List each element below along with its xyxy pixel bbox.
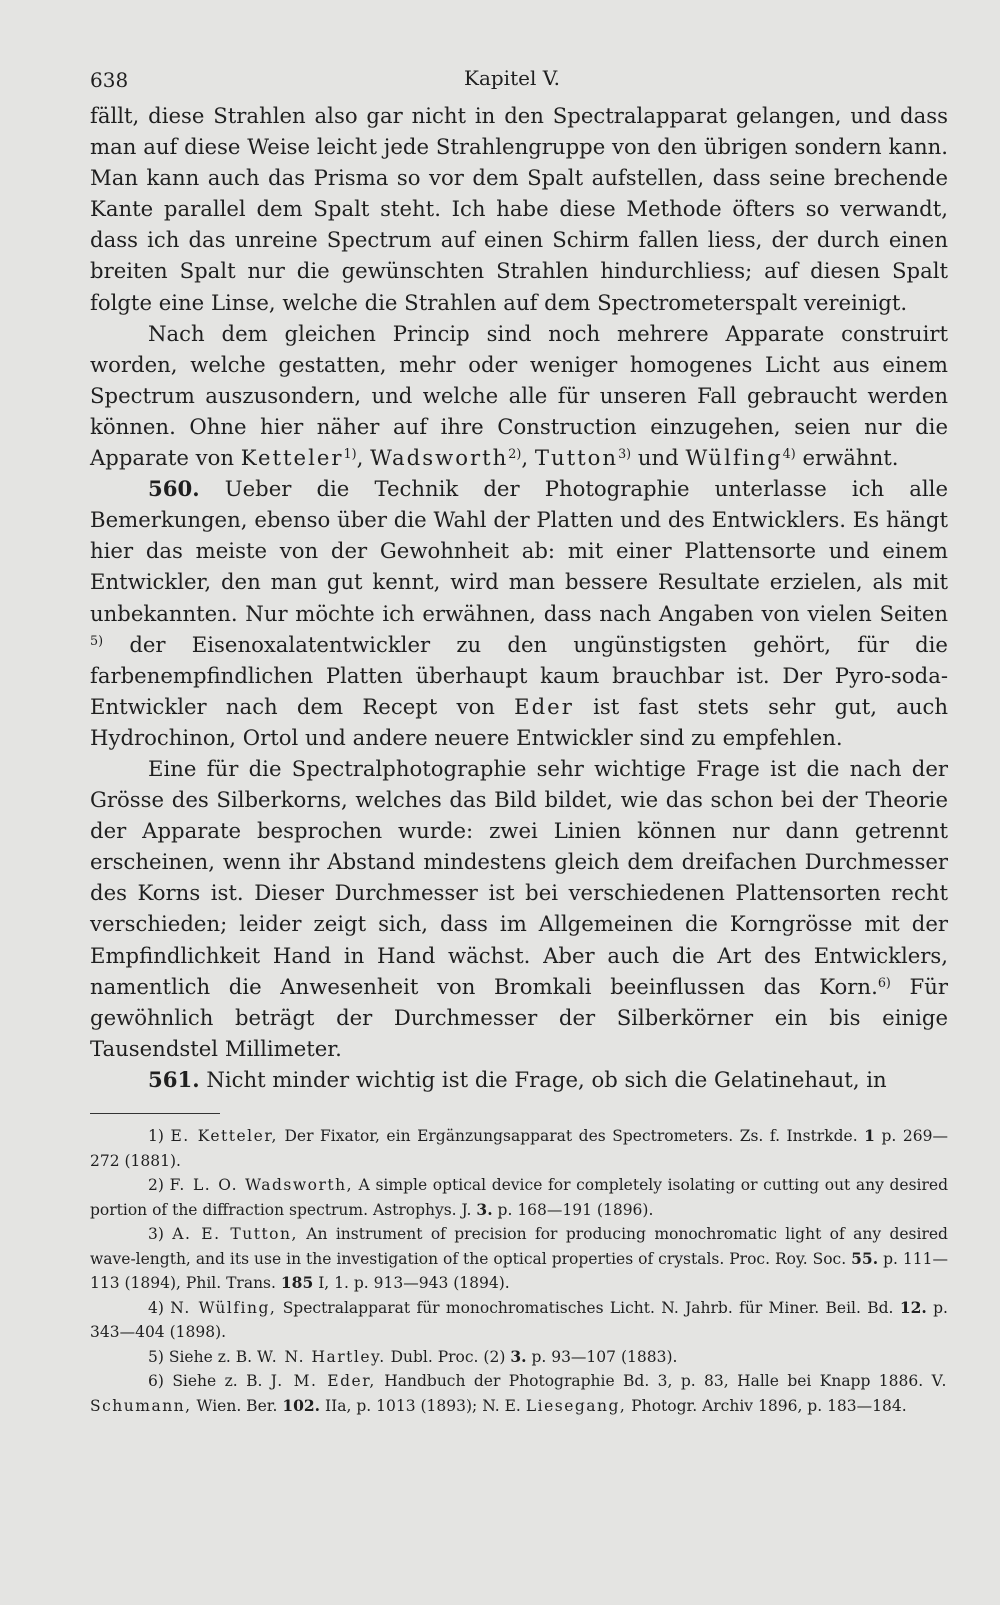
paragraph-3: 560. Ueber die Technik der Photographie unterlasse ich alle Bemerkungen, ebenso über die Wahl der Platten und des Entwicklers. Es hängt hier das meiste von der Gewohnheit ab: mit einer Plattensorte und einem Entwickler, den man gut kennt, wird man bessere Resultate erzielen, als mit unbekannten. Nur möchte ich erwähnen, dass nach Angaben von vielen Seiten $^{5)}$ der Eisenoxalatentwickler zu den ungünstigsten gehört, für die farbenempfindlichen Platten überhaupt kaum brauchbar ist. Der Pyro-soda-Entwickler nach dem Recept von Eder ist fast stets sehr gut, auch Hydrochinon, Ortol und andere neuere Entwickler sind zu empfehlen. — [90, 476, 948, 750]
section-number: 560. — [148, 476, 200, 502]
footnote-3: 3) A. E. Tutton, An instrument of precision for producing monochromatic light of any desired wave-length, and its use in the investigation of the optical properties of crystals. Proc. Roy. Soc. 55. p. 111—113 (1894), Phil. Trans. 185 I, 1. p. 913—943 (1894). — [90, 1225, 948, 1292]
footnote-5: 5) Siehe z. B. W. N. Hartley. Dubl. Proc. (2) 3. p. 93—107 (1883). — [148, 1346, 678, 1366]
footnote-ref: 2) — [508, 446, 522, 462]
footnote-ref: 3) — [618, 446, 632, 462]
paragraph-2: Nach dem gleichen Princip sind noch mehrere Apparate construirt worden, welche gestatten, mehr oder weniger homogenes Licht aus einem Spectrum auszusondern, und welche alle für unseren Fall gebraucht werden können. Ohne hier näher auf ihre Construction einzugehen, seien nur die Apparate von Ketteler$^{1)}$, Wadsworth$^{2)}$, Tutton$^{3)}$ und Wülfing$^{4)}$ erwähnt. — [90, 320, 948, 471]
running-head: Kapitel V. — [464, 66, 560, 90]
paragraph-4: Eine für die Spectralphotographie sehr wichtige Frage ist die nach der Grösse des Silberkorns, welches das Bild bildet, wie das schon bei der Theorie der Apparate besprochen wurde: zwei Linien können nur dann getrennt erscheinen, wenn ihr Abstand mindestens gleich dem dreifachen Durchmesser des Korns ist. Dieser Durchmesser ist bei verschiedenen Plattensorten recht verschieden; leider zeigt sich, dass im Allgemeinen die Korngrösse mit der Empfindlichkeit Hand in Hand wächst. Aber auch die Art des Entwicklers, namentlich die Anwesenheit von Bromkali beeinflussen das Korn.$^{6)}$ Für gewöhnlich beträgt der Durchmesser der Silberkörner ein bis einige Tausendstel Millimeter. — [90, 755, 948, 1061]
footnote-ref: 4) — [782, 446, 796, 462]
paragraph-1: fällt, diese Strahlen also gar nicht in den Spectralapparat gelangen, und dass man auf diese Weise leicht jede Strahlengruppe von den übrigen sondern kann. Man kann auch das Prisma so vor dem Spalt aufstellen, dass seine brechende Kante parallel dem Spalt steht. Ich habe diese Methode öfters so verwandt, dass ich das unreine Spectrum auf einen Schirm fallen liess, der durch einen breiten Spalt nur die gewünschten Strahlen hindurchliess; auf diesen Spalt folgte eine Linse, welche die Strahlen auf dem Spectrometerspalt vereinigt. — [90, 103, 948, 315]
author-name: Tutton — [534, 445, 619, 471]
footnote-ref: 1) — [343, 446, 357, 462]
footnote-ref: 5) — [90, 632, 104, 648]
body-text — [90, 100, 948, 1095]
page-header — [90, 62, 948, 100]
author-name: Wülfing — [685, 445, 783, 471]
paragraph-2-text: Nach dem gleichen Princip sind noch mehrere Apparate construirt worden, welche gestatten, mehr oder weniger homogenes Licht aus einem Spectrum auszusondern, und welche alle für unseren Fall gebraucht werden können. Ohne hier näher auf ihre Construction einzugehen, seien nur die Apparate von — [90, 320, 948, 471]
footnote-6: 6) Siehe z. B. J. M. Eder, Handbuch der Photographie Bd. 3, p. 83, Halle bei Knapp 1886. V. Schumann, Wien. Ber. 102. IIa, p. 1013 (1893); N. E. Liesegang, Photogr. Archiv 1896, p. 183—184. — [90, 1372, 948, 1415]
footnote-1: 1) E. Ketteler, Der Fixator, ein Ergänzungsapparat des Spectrometers. Zs. f. Instrkde. 1 p. 269—272 (1881). — [90, 1126, 948, 1170]
author-name: Eder — [514, 693, 574, 719]
section-number: 561. — [148, 1066, 200, 1092]
author-name: Wadsworth — [370, 445, 509, 471]
paragraph-5: 561. Nicht minder wichtig ist die Frage, ob sich die Gelatinehaut, in — [148, 1066, 887, 1092]
page-number: 638 — [90, 68, 129, 92]
footnote-ref: 6) — [877, 974, 891, 990]
footnotes — [90, 1124, 948, 1418]
footnote-2: 2) F. L. O. Wadsworth, A simple optical device for completely isolating or cutting out any desired portion of the diffraction spectrum. Astrophys. J. 3. p. 168—191 (1896). — [90, 1176, 949, 1219]
author-name: Ketteler — [240, 445, 344, 471]
footnote-divider — [90, 1113, 220, 1114]
footnote-4: 4) N. Wülfing, Spectralapparat für monochromatisches Licht. N. Jahrb. für Miner. Beil. Bd. 12. p. 343—404 (1898). — [90, 1297, 948, 1341]
